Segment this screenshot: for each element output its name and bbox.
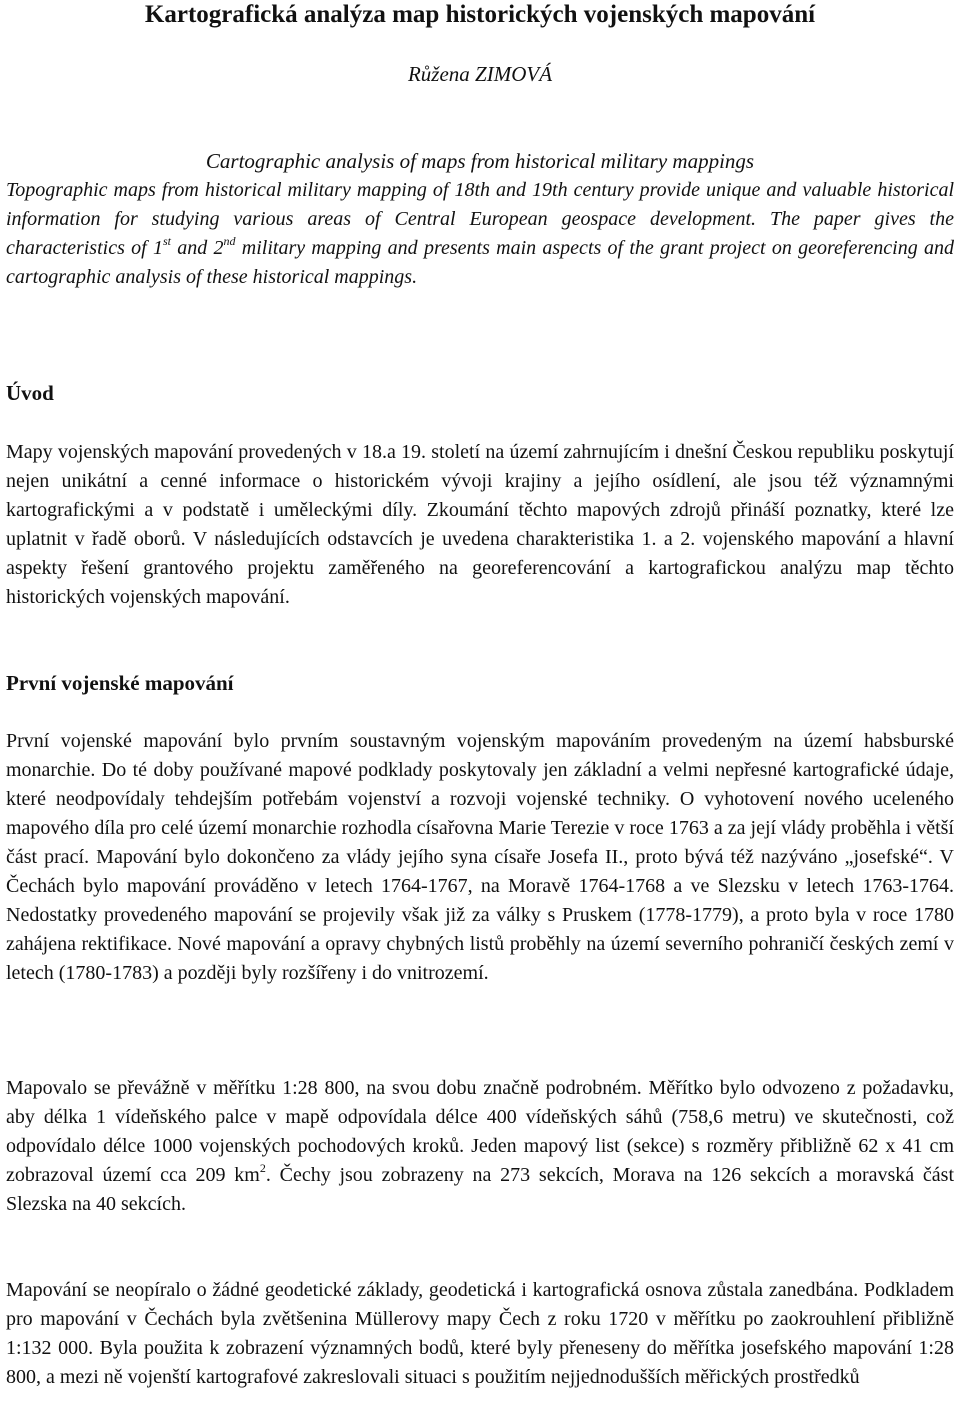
section-heading-first-mapping: První vojenské mapování bbox=[6, 671, 234, 695]
abstract-text-part1: Topographic maps from historical military mapping of 18th and 19th century provide unique and valuable historical information for studying various areas of Central European geospace development. The paper gives the characteristics of 1 bbox=[6, 179, 954, 259]
first-mapping-paragraph-3: Mapování se neopíralo o žádné geodetické základy, geodetická i kartografická osnova zůstala zanedbána. Podkladem pro mapování v Čechách byla zvětšenina Müllerovy mapy Čech z roku 1720 v měřítku po zaokrouhlení přibližně 1:132 000. Byla použita k zobrazení významných bodů, které byly přeneseny do měřítka josefského mapování 1:28 800, a mezi ně vojenští kartografové zakreslovali situaci s použitím nejjednodušších měřických prostředků bbox=[6, 1279, 954, 1388]
abstract-superscript-st: st bbox=[162, 234, 171, 248]
author-name: Růžena ZIMOVÁ bbox=[407, 62, 553, 86]
abstract bbox=[6, 176, 954, 292]
paragraph-2-text-part1: Mapovalo se převážně v měřítku 1:28 800, na svou dobu značně podrobném. Měřítko bylo odvozeno z požadavku, aby délka 1 vídeňského palce v mapě odpovídala délce 400 vídeňských sáhů (758,6 metru) ve skutečnosti, což odpovídalo délce 1000 vojenských pochodových kroků. Jeden mapový list (sekce) s rozměry přibližně 62 x 41 cm zobrazoval území cca 209 km bbox=[6, 1077, 954, 1186]
paragraph-2-text-part2: . Čechy jsou zobrazeny na 273 sekcích, Morava na 126 sekcích a moravská část Slezska na 40 sekcích. bbox=[6, 1164, 955, 1215]
km-squared-superscript: 2 bbox=[259, 1161, 266, 1175]
abstract-text-part2: and 2 bbox=[170, 237, 224, 259]
first-mapping-paragraph-1: První vojenské mapování bylo prvním soustavným vojenským mapováním provedeným na území habsburské monarchie. Do té doby používané mapové podklady poskytovaly jen základní a velmi nepřesné kartografické údaje, které neodpovídaly tehdejším potřebám vojenství a rozvoji vojenské techniky. O vyhotovení nového uceleného mapového díla pro celé území monarchie rozhodla císařovna Marie Terezie v roce 1763 a za její vlády proběhla i větší část prací. Mapování bylo dokončeno za vlády jejího syna císaře Josefa II., proto bývá též nazýváno „josefské“. V Čechách bylo mapování prováděno v letech 1764-1767, na Moravě 1764-1768 a ve Slezsku v letech 1763-1764. Nedostatky provedeného mapování se projevily však již za války s Pruskem (1778-1779), a proto byla v roce 1780 zahájena rektifikace. Nové mapování a opravy chybných listů proběhly na území severního pohraničí českých zemí v letech (1780-1783) a později byly rozšířeny i do vnitrozemí. bbox=[6, 730, 954, 984]
abstract-text-part3: military mapping and presents main aspects of the grant project on georeferencing and cartographic analysis of these historical mappings. bbox=[6, 237, 954, 288]
section-heading-intro: Úvod bbox=[6, 381, 54, 405]
english-title: Cartographic analysis of maps from historical military mappings bbox=[205, 149, 755, 173]
intro-paragraph: Mapy vojenských mapování provedených v 18.a 19. století na území zahrnujícím i dnešní Českou republiku poskytují nejen unikátní a cenné informace o historickém vývoji krajiny a jejího osídlení, ale jsou též významnými kartografickými a v podstatě i uměleckými díly. Zkoumání těchto mapových zdrojů přináší poznatky, které lze uplatnit v řadě oborů. V následujících odstavcích je uvedena charakteristika 1. a 2. vojenského mapování a hlavní aspekty řešení grantového projektu zaměřeného na georeferencování a kartografickou analýzu map těchto historických vojenských mapování. bbox=[6, 441, 954, 608]
abstract-superscript-nd: nd bbox=[223, 234, 236, 248]
paper-title: Kartografická analýza map historických vojenských mapování bbox=[144, 1, 816, 28]
first-mapping-paragraph-2 bbox=[6, 1074, 954, 1219]
